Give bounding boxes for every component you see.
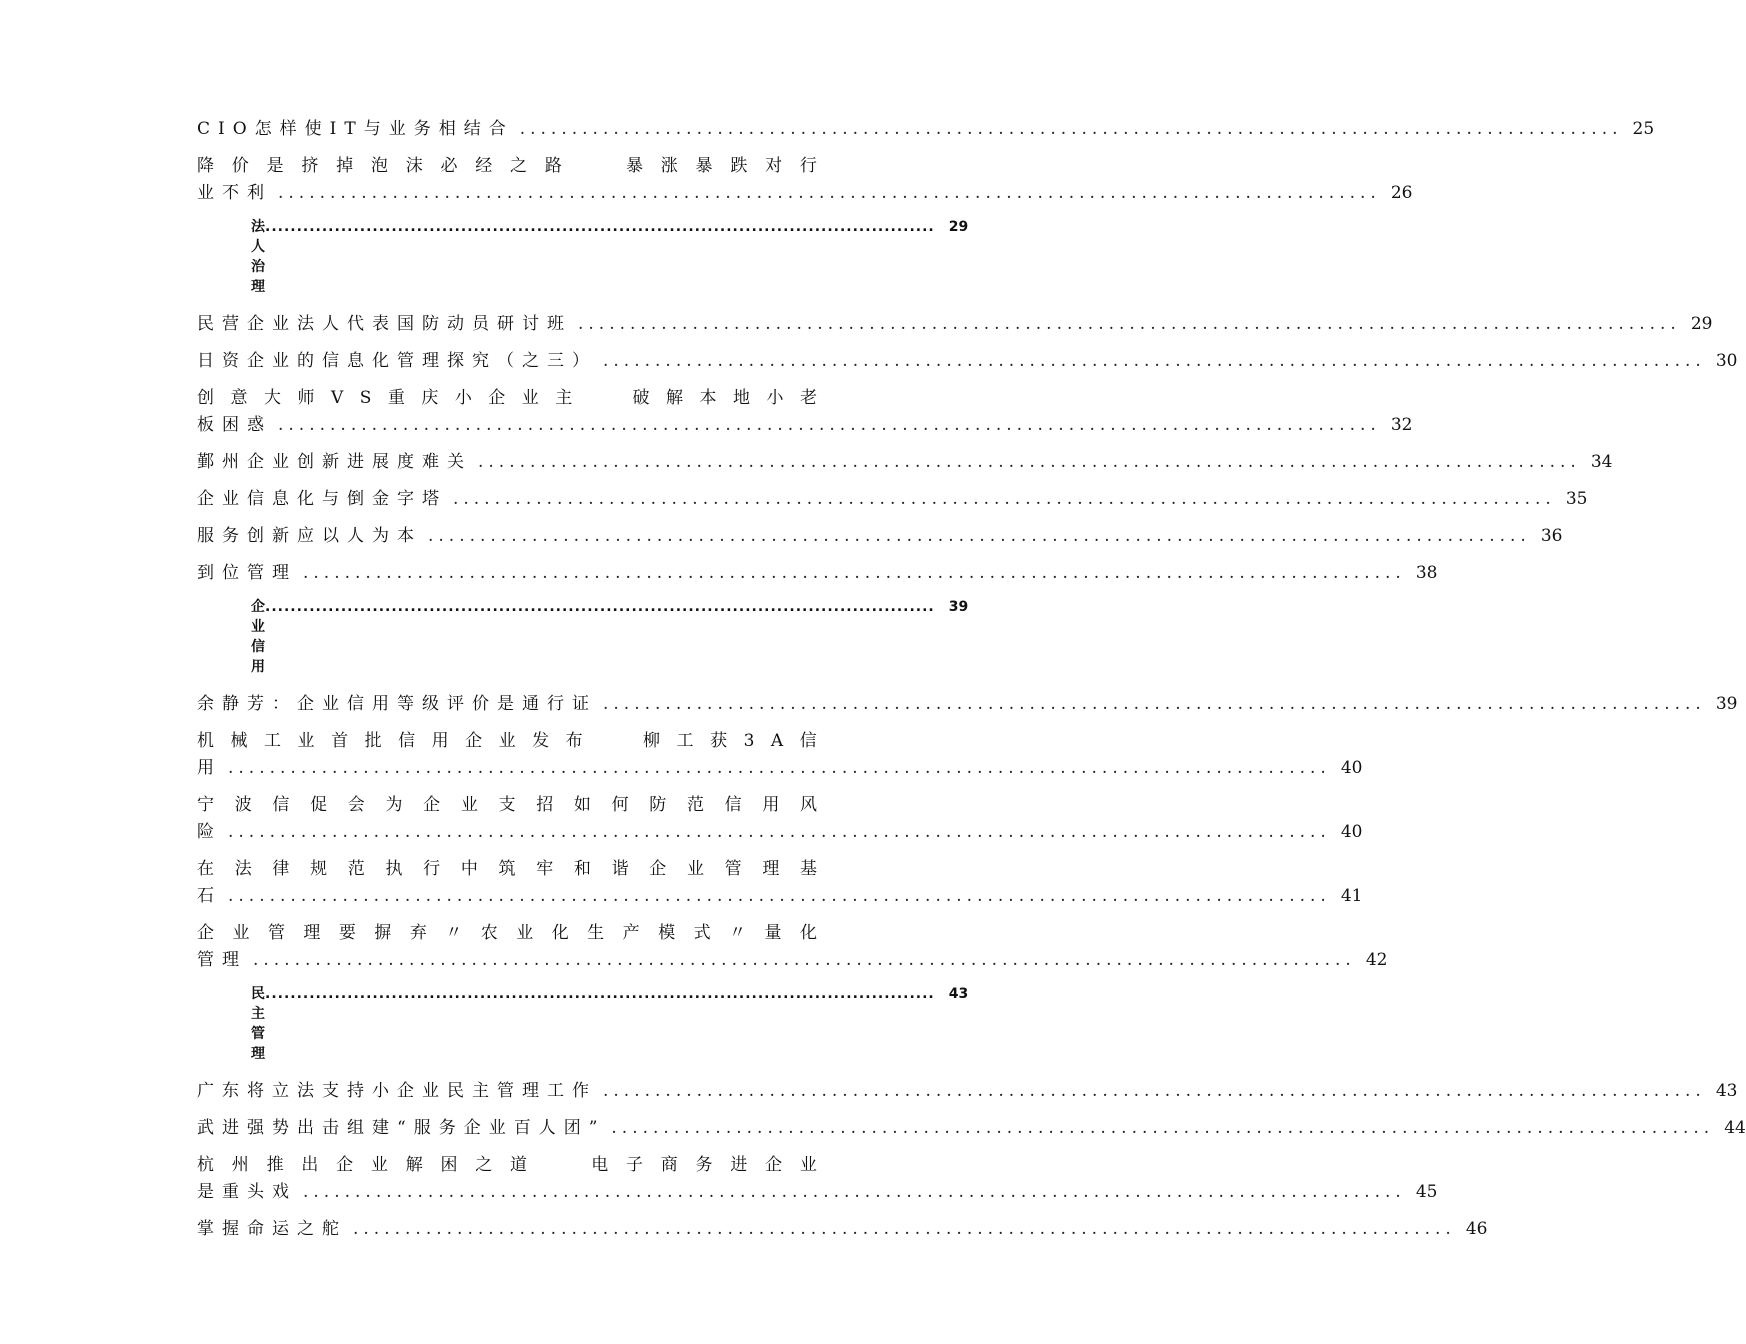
toc-entry[interactable] bbox=[197, 1078, 1738, 1105]
title-char: 信 bbox=[799, 731, 825, 751]
toc-entry[interactable] bbox=[197, 311, 1713, 338]
dot-leader: .......................................................................................................... bbox=[478, 452, 1581, 472]
toc-entry[interactable] bbox=[197, 523, 1563, 550]
dot-leader: .......................................................................................................... bbox=[353, 1219, 1456, 1239]
title-char: A bbox=[770, 731, 792, 751]
entry-title-text: 业不利 bbox=[197, 183, 272, 203]
section-title: 民主管理 bbox=[251, 986, 265, 1062]
toc-entry[interactable] bbox=[197, 486, 1588, 513]
page-number: 32 bbox=[1390, 415, 1413, 435]
table-of-contents bbox=[197, 116, 1746, 1253]
title-char: 降 bbox=[197, 156, 222, 176]
entry-last-line bbox=[197, 1216, 1488, 1243]
entry-last-line bbox=[197, 755, 1363, 782]
toc-entry[interactable] bbox=[197, 1152, 1438, 1206]
title-char: 挤 bbox=[301, 156, 327, 176]
entry-title-line bbox=[197, 920, 825, 947]
title-char: 本 bbox=[699, 388, 725, 408]
title-char: 范 bbox=[347, 859, 373, 879]
title-char: 首 bbox=[331, 731, 357, 751]
page-number: 30 bbox=[1715, 351, 1738, 371]
title-char: 业 bbox=[498, 731, 524, 751]
toc-section-heading[interactable] bbox=[251, 217, 969, 297]
title-char bbox=[580, 153, 593, 180]
title-char: 会 bbox=[347, 795, 373, 815]
title-char: 弃 bbox=[409, 923, 435, 943]
title-char: 谐 bbox=[611, 859, 637, 879]
title-char: 信 bbox=[272, 795, 298, 815]
title-char: 重 bbox=[387, 388, 413, 408]
entry-last-line bbox=[197, 883, 1363, 910]
entry-last-line bbox=[197, 819, 1363, 846]
toc-entry[interactable] bbox=[197, 1115, 1746, 1142]
title-char: 大 bbox=[263, 388, 289, 408]
title-char: 机 bbox=[197, 731, 222, 751]
dot-leader: .......................................................................................................... bbox=[253, 950, 1356, 970]
title-char: 用 bbox=[431, 731, 457, 751]
page-number: 29 bbox=[948, 219, 969, 235]
title-char: 管 bbox=[724, 859, 750, 879]
dot-leader: .......................................................................................................... bbox=[611, 1118, 1715, 1138]
title-char: 之 bbox=[475, 1155, 501, 1175]
title-char: 价 bbox=[231, 156, 257, 176]
page-number: 44 bbox=[1724, 1118, 1746, 1138]
title-char: 械 bbox=[230, 731, 256, 751]
title-char: 是 bbox=[266, 156, 292, 176]
entry-last-line bbox=[197, 180, 1413, 207]
title-char: 促 bbox=[310, 795, 336, 815]
page-number: 40 bbox=[1340, 822, 1363, 842]
title-char: 要 bbox=[338, 923, 364, 943]
entry-title-text: 石 bbox=[197, 886, 222, 906]
entry-title-line bbox=[197, 1152, 825, 1179]
dot-leader: .......................................................................................................... bbox=[228, 822, 1331, 842]
dot-leader: .......................................................................................................... bbox=[578, 314, 1681, 334]
title-char: 3 bbox=[743, 731, 763, 751]
title-char: 子 bbox=[625, 1155, 651, 1175]
page-number: 45 bbox=[1415, 1182, 1438, 1202]
toc-entry[interactable] bbox=[197, 856, 1363, 910]
entry-title-line bbox=[197, 153, 825, 180]
toc-entry[interactable] bbox=[197, 153, 1413, 207]
title-char: 破 bbox=[632, 388, 658, 408]
title-char: 批 bbox=[364, 731, 390, 751]
title-char: 之 bbox=[510, 156, 536, 176]
toc-entry[interactable] bbox=[197, 116, 1655, 143]
title-char: 行 bbox=[423, 859, 449, 879]
title-char: 范 bbox=[686, 795, 712, 815]
title-char: V bbox=[330, 388, 352, 408]
title-char: 获 bbox=[710, 731, 736, 751]
title-char: 暴 bbox=[695, 156, 721, 176]
title-char: 用 bbox=[762, 795, 788, 815]
title-char: 业 bbox=[460, 795, 486, 815]
title-char: 和 bbox=[573, 859, 599, 879]
entry-last-line bbox=[197, 560, 1438, 587]
title-char: 业 bbox=[370, 1155, 396, 1175]
entry-title-text: 到位管理 bbox=[197, 563, 297, 583]
entry-title-text: 是重头戏 bbox=[197, 1182, 297, 1202]
entry-title-line bbox=[197, 728, 825, 755]
page-number: 46 bbox=[1465, 1219, 1488, 1239]
dot-leader: .......................................................................................................... bbox=[228, 758, 1331, 778]
title-char: S bbox=[359, 388, 380, 408]
dot-leader: .......................................................................................................... bbox=[428, 526, 1531, 546]
page-number: 39 bbox=[948, 599, 969, 615]
title-char: 产 bbox=[622, 923, 648, 943]
title-char: 创 bbox=[197, 388, 222, 408]
title-char: 信 bbox=[398, 731, 424, 751]
title-char: 基 bbox=[800, 859, 825, 879]
title-char bbox=[621, 728, 634, 755]
entry-last-line bbox=[197, 311, 1713, 338]
title-char: 道 bbox=[510, 1155, 536, 1175]
title-char: 工 bbox=[676, 731, 702, 751]
dot-leader: .......................................................................................................... bbox=[265, 599, 935, 615]
title-char: 农 bbox=[480, 923, 506, 943]
entry-last-line bbox=[197, 1179, 1438, 1206]
page-number: 25 bbox=[1632, 119, 1655, 139]
entry-title-text: 武进强势出击组建“服务企业百人团” bbox=[197, 1118, 606, 1138]
page-number: 35 bbox=[1565, 489, 1588, 509]
title-char: 经 bbox=[475, 156, 501, 176]
title-char bbox=[611, 385, 624, 412]
entry-title-text: 险 bbox=[197, 822, 222, 842]
title-char: 业 bbox=[516, 923, 542, 943]
toc-entry[interactable] bbox=[197, 691, 1738, 718]
entry-title-text: 日资企业的信息化管理探究（之三） bbox=[197, 351, 597, 371]
title-char: 企 bbox=[488, 388, 514, 408]
title-char: 主 bbox=[555, 388, 581, 408]
entry-last-line bbox=[197, 1115, 1746, 1142]
title-char: 困 bbox=[440, 1155, 466, 1175]
title-char: 行 bbox=[799, 156, 825, 176]
title-char bbox=[599, 728, 612, 755]
title-char: 业 bbox=[799, 1155, 825, 1175]
page-number: 41 bbox=[1340, 886, 1363, 906]
dot-leader: .......................................................................................................... bbox=[303, 1182, 1406, 1202]
entry-title-text: CIO怎样使IT与业务相结合 bbox=[197, 119, 514, 139]
title-char: 中 bbox=[460, 859, 486, 879]
entry-last-line bbox=[197, 947, 1388, 974]
title-char: 化 bbox=[799, 923, 825, 943]
title-char: 意 bbox=[230, 388, 256, 408]
title-char: 进 bbox=[730, 1155, 756, 1175]
title-char: 生 bbox=[587, 923, 613, 943]
dot-leader: .......................................................................................................... bbox=[603, 694, 1706, 714]
entry-title-text: 管理 bbox=[197, 950, 247, 970]
dot-leader: .......................................................................................................... bbox=[278, 183, 1381, 203]
title-char: 何 bbox=[611, 795, 637, 815]
title-char: 地 bbox=[732, 388, 758, 408]
dot-leader: .......................................................................................................... bbox=[278, 415, 1381, 435]
dot-leader: .......................................................................................................... bbox=[603, 1081, 1706, 1101]
title-char: 式 bbox=[693, 923, 719, 943]
dot-leader: .......................................................................................................... bbox=[265, 219, 935, 235]
toc-entry[interactable] bbox=[197, 792, 1363, 846]
entry-last-line bbox=[197, 116, 1655, 143]
title-char: 庆 bbox=[421, 388, 447, 408]
toc-entry[interactable] bbox=[197, 1216, 1488, 1243]
toc-section-heading[interactable] bbox=[251, 597, 969, 677]
title-char: 波 bbox=[234, 795, 260, 815]
toc-entry[interactable] bbox=[197, 920, 1388, 974]
dot-leader: .......................................................................................................... bbox=[303, 563, 1406, 583]
entry-title-text: 服务创新应以人为本 bbox=[197, 526, 422, 546]
entry-last-line bbox=[197, 1078, 1738, 1105]
title-char: 企 bbox=[197, 923, 222, 943]
title-char: 老 bbox=[799, 388, 825, 408]
title-char: 规 bbox=[310, 859, 336, 879]
title-char: 企 bbox=[336, 1155, 362, 1175]
title-char: 暴 bbox=[625, 156, 651, 176]
page-number: 43 bbox=[948, 986, 969, 1002]
title-char: 业 bbox=[232, 923, 258, 943]
page-number: 29 bbox=[1690, 314, 1713, 334]
title-char: 企 bbox=[765, 1155, 791, 1175]
entry-title-text: 掌握命运之舵 bbox=[197, 1219, 347, 1239]
title-char: 柳 bbox=[643, 731, 669, 751]
title-char bbox=[545, 1152, 558, 1179]
title-char: 小 bbox=[454, 388, 480, 408]
title-char bbox=[603, 153, 616, 180]
dot-leader: .......................................................................................................... bbox=[519, 119, 1623, 139]
title-char: 企 bbox=[649, 859, 675, 879]
title-char: 摒 bbox=[374, 923, 400, 943]
title-char: 牢 bbox=[536, 859, 562, 879]
title-char: 防 bbox=[649, 795, 675, 815]
title-char: 小 bbox=[766, 388, 792, 408]
title-char: 招 bbox=[536, 795, 562, 815]
toc-entry[interactable] bbox=[197, 449, 1613, 476]
title-char: 律 bbox=[272, 859, 298, 879]
title-char: 州 bbox=[231, 1155, 257, 1175]
title-char: 布 bbox=[565, 731, 591, 751]
entry-last-line bbox=[197, 691, 1738, 718]
title-char: 企 bbox=[423, 795, 449, 815]
toc-entry[interactable] bbox=[197, 348, 1738, 375]
title-char: 在 bbox=[197, 859, 222, 879]
page-number: 40 bbox=[1340, 758, 1363, 778]
dot-leader: .......................................................................................................... bbox=[603, 351, 1706, 371]
entry-title-text: 民营企业法人代表国防动员研讨班 bbox=[197, 314, 572, 334]
title-char: 理 bbox=[762, 859, 788, 879]
title-char: 路 bbox=[544, 156, 570, 176]
title-char: 推 bbox=[266, 1155, 292, 1175]
page-number: 26 bbox=[1390, 183, 1413, 203]
title-char: 泡 bbox=[370, 156, 396, 176]
entry-title-text: 余静芳：企业信用等级评价是通行证 bbox=[197, 694, 597, 714]
entry-title-line bbox=[197, 856, 825, 883]
entry-title-text: 用 bbox=[197, 758, 222, 778]
entry-title-text: 企业信息化与倒金字塔 bbox=[197, 489, 447, 509]
title-char: 工 bbox=[264, 731, 290, 751]
page-number: 34 bbox=[1590, 452, 1613, 472]
entry-title-line bbox=[197, 792, 825, 819]
title-char: 模 bbox=[658, 923, 684, 943]
title-char: 〃 bbox=[445, 923, 471, 943]
title-char: 必 bbox=[440, 156, 466, 176]
title-char: 企 bbox=[465, 731, 491, 751]
title-char: 业 bbox=[297, 731, 323, 751]
title-char: 管 bbox=[267, 923, 293, 943]
title-char bbox=[589, 385, 602, 412]
title-char: 解 bbox=[405, 1155, 431, 1175]
title-char: 法 bbox=[234, 859, 260, 879]
section-title: 企业信用 bbox=[251, 599, 265, 675]
dot-leader: .......................................................................................................... bbox=[265, 986, 935, 1002]
dot-leader: .......................................................................................................... bbox=[228, 886, 1331, 906]
entry-title-text: 板困惑 bbox=[197, 415, 272, 435]
entry-last-line bbox=[197, 412, 1413, 439]
title-char: 务 bbox=[695, 1155, 721, 1175]
entry-title-text: 鄞州企业创新进展度难关 bbox=[197, 452, 472, 472]
toc-entry[interactable] bbox=[197, 560, 1438, 587]
toc-entry[interactable] bbox=[197, 728, 1363, 782]
title-char: 如 bbox=[573, 795, 599, 815]
page-number: 43 bbox=[1715, 1081, 1738, 1101]
title-char: 涨 bbox=[660, 156, 686, 176]
title-char: 理 bbox=[303, 923, 329, 943]
title-char: 化 bbox=[551, 923, 577, 943]
title-char: 师 bbox=[297, 388, 323, 408]
title-char bbox=[568, 1152, 581, 1179]
entry-last-line bbox=[197, 486, 1588, 513]
title-char: 沫 bbox=[405, 156, 431, 176]
title-char: 对 bbox=[765, 156, 791, 176]
title-char: 杭 bbox=[197, 1155, 222, 1175]
page-number: 38 bbox=[1415, 563, 1438, 583]
title-char: 出 bbox=[301, 1155, 327, 1175]
entry-title-line bbox=[197, 385, 825, 412]
title-char: 发 bbox=[532, 731, 558, 751]
title-char: 业 bbox=[686, 859, 712, 879]
section-title: 法人治理 bbox=[251, 219, 265, 295]
page-number: 36 bbox=[1540, 526, 1563, 546]
title-char: 跌 bbox=[730, 156, 756, 176]
toc-section-heading[interactable] bbox=[251, 984, 969, 1064]
entry-last-line bbox=[197, 348, 1738, 375]
title-char: 宁 bbox=[197, 795, 222, 815]
toc-entry[interactable] bbox=[197, 385, 1413, 439]
title-char: 量 bbox=[764, 923, 790, 943]
page-number: 42 bbox=[1365, 950, 1388, 970]
title-char: 执 bbox=[385, 859, 411, 879]
entry-last-line bbox=[197, 449, 1613, 476]
entry-title-text: 广东将立法支持小企业民主管理工作 bbox=[197, 1081, 597, 1101]
title-char: 支 bbox=[498, 795, 524, 815]
title-char: 电 bbox=[591, 1155, 617, 1175]
title-char: 筑 bbox=[498, 859, 524, 879]
title-char: 〃 bbox=[729, 923, 755, 943]
title-char: 为 bbox=[385, 795, 411, 815]
dot-leader: .......................................................................................................... bbox=[453, 489, 1556, 509]
title-char: 商 bbox=[660, 1155, 686, 1175]
page-number: 39 bbox=[1715, 694, 1738, 714]
entry-last-line bbox=[197, 523, 1563, 550]
title-char: 掉 bbox=[336, 156, 362, 176]
title-char: 风 bbox=[800, 795, 825, 815]
title-char: 解 bbox=[666, 388, 692, 408]
title-char: 业 bbox=[521, 388, 547, 408]
title-char: 信 bbox=[724, 795, 750, 815]
